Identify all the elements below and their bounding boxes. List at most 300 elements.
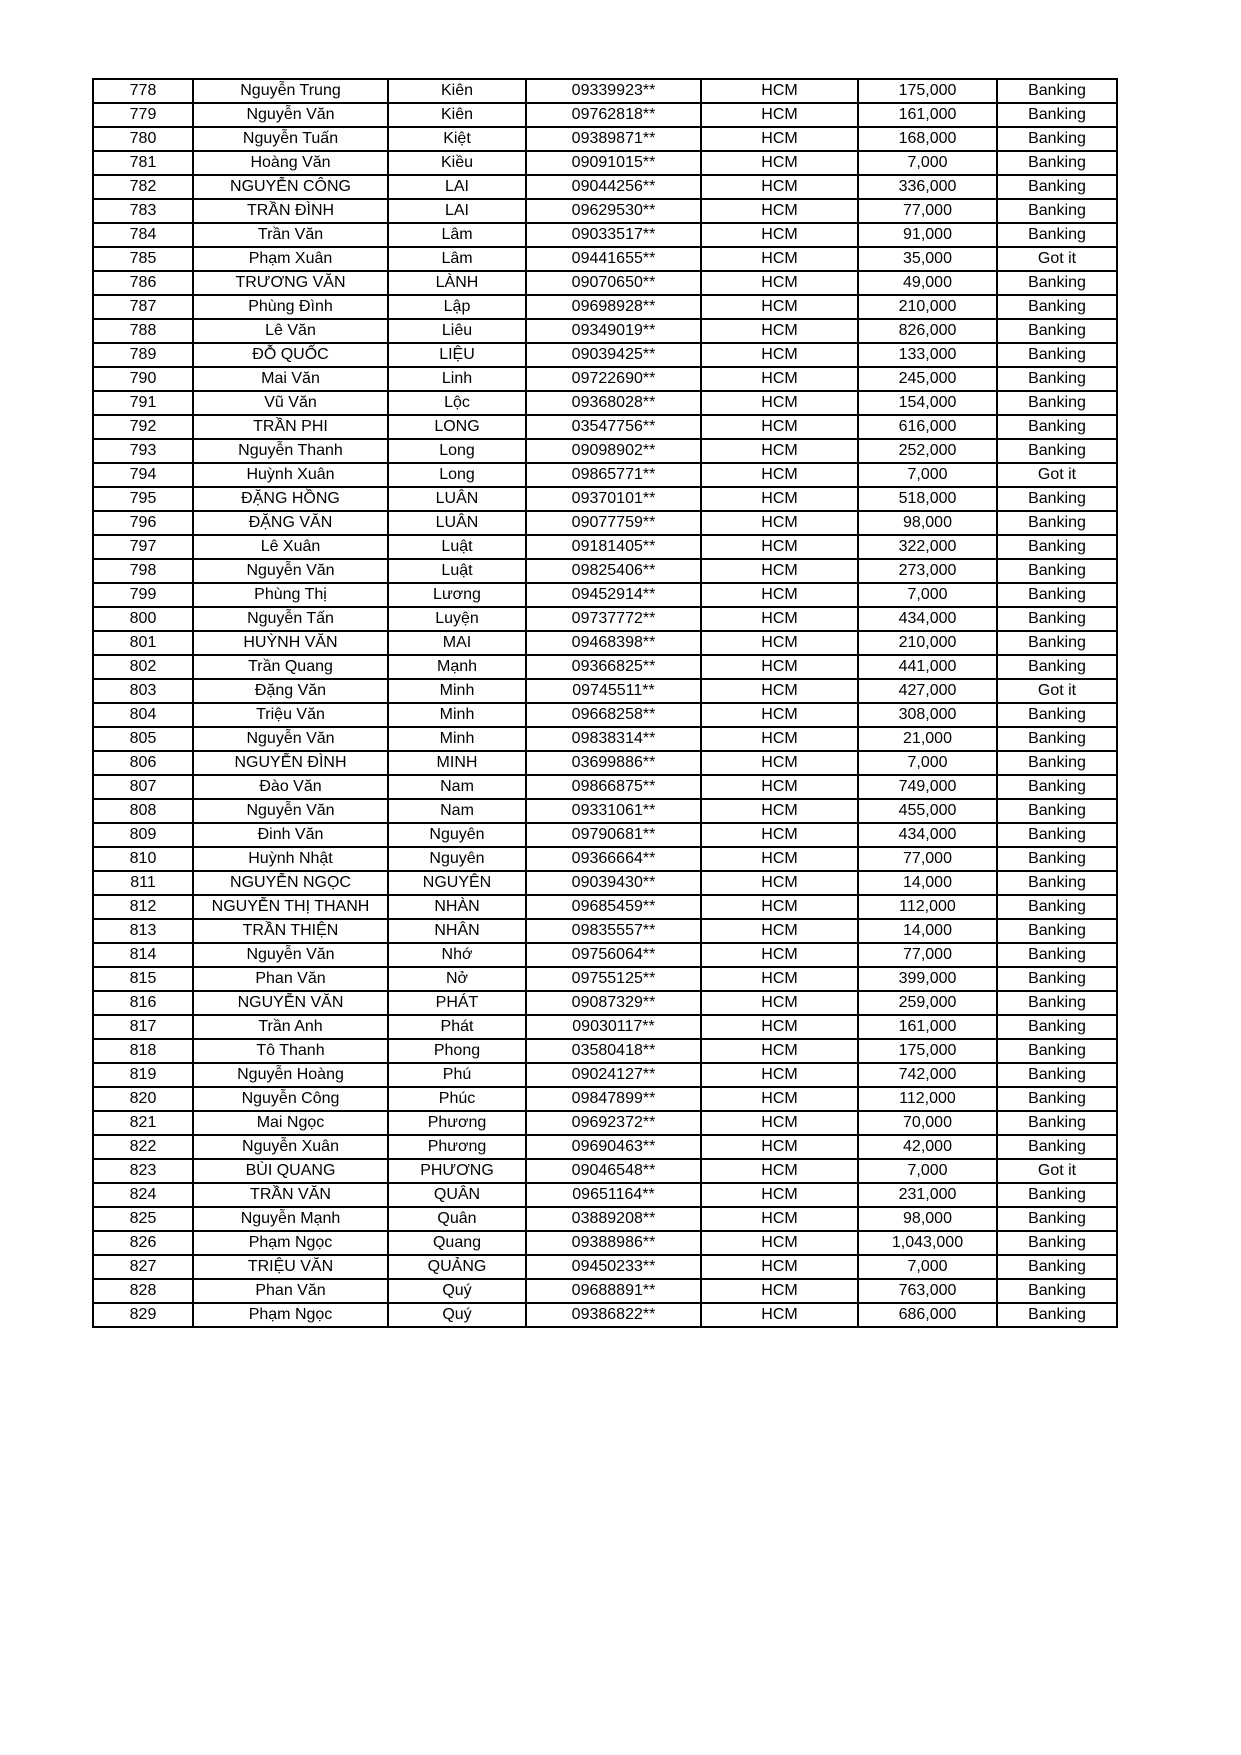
cell-id: 817	[93, 1015, 193, 1039]
cell-region: HCM	[701, 1207, 858, 1231]
cell-amount: 175,000	[858, 79, 997, 103]
cell-given_name: LÀNH	[388, 271, 526, 295]
cell-amount: 77,000	[858, 847, 997, 871]
cell-region: HCM	[701, 271, 858, 295]
cell-phone: 09745511**	[526, 679, 701, 703]
cell-amount: 175,000	[858, 1039, 997, 1063]
cell-surname: Lê Xuân	[193, 535, 388, 559]
cell-id: 783	[93, 199, 193, 223]
cell-given_name: NHÀN	[388, 895, 526, 919]
cell-phone: 09331061**	[526, 799, 701, 823]
cell-id: 792	[93, 415, 193, 439]
cell-status: Banking	[997, 943, 1117, 967]
cell-region: HCM	[701, 751, 858, 775]
cell-id: 818	[93, 1039, 193, 1063]
cell-given_name: PHÁT	[388, 991, 526, 1015]
cell-given_name: Linh	[388, 367, 526, 391]
table-row	[93, 1039, 1117, 1063]
cell-id: 780	[93, 127, 193, 151]
cell-id: 784	[93, 223, 193, 247]
cell-status: Banking	[997, 1087, 1117, 1111]
cell-id: 806	[93, 751, 193, 775]
table-row	[93, 127, 1117, 151]
cell-amount: 259,000	[858, 991, 997, 1015]
cell-surname: Huỳnh Xuân	[193, 463, 388, 487]
cell-status: Banking	[997, 127, 1117, 151]
cell-id: 795	[93, 487, 193, 511]
cell-id: 805	[93, 727, 193, 751]
cell-region: HCM	[701, 847, 858, 871]
cell-given_name: LAI	[388, 175, 526, 199]
cell-id: 821	[93, 1111, 193, 1135]
cell-phone: 03580418**	[526, 1039, 701, 1063]
cell-id: 811	[93, 871, 193, 895]
cell-surname: Đinh Văn	[193, 823, 388, 847]
table-row	[93, 655, 1117, 679]
cell-phone: 09790681**	[526, 823, 701, 847]
cell-surname: Nguyễn Văn	[193, 727, 388, 751]
cell-surname: Trần Văn	[193, 223, 388, 247]
cell-amount: 826,000	[858, 319, 997, 343]
cell-given_name: Quang	[388, 1231, 526, 1255]
cell-surname: HUỲNH VĂN	[193, 631, 388, 655]
cell-amount: 7,000	[858, 583, 997, 607]
cell-amount: 7,000	[858, 151, 997, 175]
cell-amount: 7,000	[858, 751, 997, 775]
table-row	[93, 439, 1117, 463]
cell-phone: 09366664**	[526, 847, 701, 871]
cell-id: 785	[93, 247, 193, 271]
table-row	[93, 391, 1117, 415]
cell-surname: NGUYỄN ĐÌNH	[193, 751, 388, 775]
cell-status: Got it	[997, 1159, 1117, 1183]
cell-status: Banking	[997, 511, 1117, 535]
table-row	[93, 79, 1117, 103]
cell-given_name: PHƯƠNG	[388, 1159, 526, 1183]
cell-phone: 09651164**	[526, 1183, 701, 1207]
cell-phone: 09366825**	[526, 655, 701, 679]
cell-region: HCM	[701, 871, 858, 895]
cell-given_name: Long	[388, 463, 526, 487]
cell-status: Banking	[997, 1183, 1117, 1207]
cell-surname: Phùng Đình	[193, 295, 388, 319]
cell-phone: 09181405**	[526, 535, 701, 559]
cell-amount: 112,000	[858, 895, 997, 919]
cell-region: HCM	[701, 1303, 858, 1327]
cell-phone: 09098902**	[526, 439, 701, 463]
cell-given_name: Phong	[388, 1039, 526, 1063]
cell-status: Banking	[997, 1279, 1117, 1303]
cell-region: HCM	[701, 943, 858, 967]
cell-surname: Phan Văn	[193, 1279, 388, 1303]
table-row	[93, 175, 1117, 199]
cell-status: Banking	[997, 727, 1117, 751]
cell-region: HCM	[701, 343, 858, 367]
cell-phone: 09388986**	[526, 1231, 701, 1255]
cell-status: Banking	[997, 295, 1117, 319]
cell-given_name: Kiệt	[388, 127, 526, 151]
member-table	[92, 78, 1118, 1328]
cell-amount: 686,000	[858, 1303, 997, 1327]
cell-given_name: Lộc	[388, 391, 526, 415]
cell-status: Banking	[997, 631, 1117, 655]
cell-status: Banking	[997, 487, 1117, 511]
cell-status: Banking	[997, 559, 1117, 583]
cell-amount: 42,000	[858, 1135, 997, 1159]
cell-given_name: QUẢNG	[388, 1255, 526, 1279]
cell-region: HCM	[701, 703, 858, 727]
cell-amount: 14,000	[858, 871, 997, 895]
cell-id: 796	[93, 511, 193, 535]
cell-given_name: Lập	[388, 295, 526, 319]
cell-id: 808	[93, 799, 193, 823]
cell-surname: Nguyễn Công	[193, 1087, 388, 1111]
cell-surname: Đặng Văn	[193, 679, 388, 703]
cell-status: Banking	[997, 583, 1117, 607]
cell-region: HCM	[701, 631, 858, 655]
cell-phone: 09370101**	[526, 487, 701, 511]
cell-surname: Nguyễn Mạnh	[193, 1207, 388, 1231]
cell-id: 804	[93, 703, 193, 727]
cell-given_name: Minh	[388, 679, 526, 703]
cell-phone: 09389871**	[526, 127, 701, 151]
cell-given_name: LUÂN	[388, 487, 526, 511]
cell-given_name: Long	[388, 439, 526, 463]
cell-amount: 14,000	[858, 919, 997, 943]
cell-given_name: Luật	[388, 535, 526, 559]
cell-status: Banking	[997, 991, 1117, 1015]
table-row	[93, 703, 1117, 727]
table-row	[93, 1231, 1117, 1255]
cell-phone: 09847899**	[526, 1087, 701, 1111]
table-row	[93, 607, 1117, 631]
cell-region: HCM	[701, 511, 858, 535]
cell-status: Banking	[997, 871, 1117, 895]
cell-surname: Nguyễn Thanh	[193, 439, 388, 463]
cell-status: Banking	[997, 1111, 1117, 1135]
cell-id: 824	[93, 1183, 193, 1207]
cell-surname: Phạm Ngọc	[193, 1231, 388, 1255]
cell-status: Banking	[997, 439, 1117, 463]
cell-status: Banking	[997, 1303, 1117, 1327]
cell-phone: 09039430**	[526, 871, 701, 895]
cell-given_name: Lương	[388, 583, 526, 607]
cell-phone: 09452914**	[526, 583, 701, 607]
cell-given_name: Luyện	[388, 607, 526, 631]
cell-id: 813	[93, 919, 193, 943]
cell-phone: 09722690**	[526, 367, 701, 391]
cell-given_name: Lâm	[388, 247, 526, 271]
cell-id: 788	[93, 319, 193, 343]
cell-id: 822	[93, 1135, 193, 1159]
table-row	[93, 1135, 1117, 1159]
cell-status: Got it	[997, 247, 1117, 271]
cell-phone: 09762818**	[526, 103, 701, 127]
cell-amount: 322,000	[858, 535, 997, 559]
table-row	[93, 823, 1117, 847]
cell-surname: Nguyễn Văn	[193, 943, 388, 967]
table-row	[93, 415, 1117, 439]
cell-amount: 518,000	[858, 487, 997, 511]
table-row	[93, 775, 1117, 799]
table-row	[93, 535, 1117, 559]
cell-region: HCM	[701, 487, 858, 511]
table-row	[93, 1159, 1117, 1183]
cell-surname: TRẦN PHI	[193, 415, 388, 439]
cell-amount: 7,000	[858, 1255, 997, 1279]
table-row	[93, 847, 1117, 871]
table-row	[93, 271, 1117, 295]
cell-given_name: Nhớ	[388, 943, 526, 967]
cell-amount: 7,000	[858, 1159, 997, 1183]
cell-amount: 231,000	[858, 1183, 997, 1207]
cell-region: HCM	[701, 1183, 858, 1207]
cell-amount: 98,000	[858, 511, 997, 535]
cell-region: HCM	[701, 1255, 858, 1279]
cell-amount: 49,000	[858, 271, 997, 295]
cell-given_name: Liêu	[388, 319, 526, 343]
table-row	[93, 199, 1117, 223]
cell-surname: Nguyễn Trung	[193, 79, 388, 103]
cell-region: HCM	[701, 1159, 858, 1183]
cell-amount: 210,000	[858, 295, 997, 319]
cell-status: Banking	[997, 103, 1117, 127]
cell-phone: 09450233**	[526, 1255, 701, 1279]
cell-status: Banking	[997, 415, 1117, 439]
cell-surname: Trần Quang	[193, 655, 388, 679]
cell-region: HCM	[701, 1039, 858, 1063]
cell-surname: NGUYỄN CÔNG	[193, 175, 388, 199]
cell-phone: 09866875**	[526, 775, 701, 799]
cell-given_name: Phương	[388, 1135, 526, 1159]
cell-region: HCM	[701, 199, 858, 223]
cell-surname: Nguyễn Văn	[193, 559, 388, 583]
table-row	[93, 871, 1117, 895]
cell-amount: 161,000	[858, 1015, 997, 1039]
cell-status: Banking	[997, 1039, 1117, 1063]
cell-given_name: Nguyên	[388, 847, 526, 871]
cell-id: 787	[93, 295, 193, 319]
cell-surname: Phùng Thị	[193, 583, 388, 607]
cell-surname: Phạm Ngọc	[193, 1303, 388, 1327]
cell-id: 802	[93, 655, 193, 679]
table-row	[93, 583, 1117, 607]
cell-given_name: Nam	[388, 775, 526, 799]
cell-phone: 09070650**	[526, 271, 701, 295]
table-row	[93, 295, 1117, 319]
cell-given_name: Nguyên	[388, 823, 526, 847]
cell-id: 829	[93, 1303, 193, 1327]
cell-amount: 749,000	[858, 775, 997, 799]
cell-status: Got it	[997, 679, 1117, 703]
cell-id: 803	[93, 679, 193, 703]
cell-phone: 09668258**	[526, 703, 701, 727]
cell-surname: Mai Ngọc	[193, 1111, 388, 1135]
table-row	[93, 1087, 1117, 1111]
cell-id: 825	[93, 1207, 193, 1231]
cell-surname: Trần Anh	[193, 1015, 388, 1039]
cell-surname: Nguyễn Tuấn	[193, 127, 388, 151]
cell-id: 801	[93, 631, 193, 655]
cell-id: 807	[93, 775, 193, 799]
cell-id: 790	[93, 367, 193, 391]
cell-given_name: Quân	[388, 1207, 526, 1231]
cell-region: HCM	[701, 919, 858, 943]
cell-given_name: NGUYÊN	[388, 871, 526, 895]
cell-amount: 70,000	[858, 1111, 997, 1135]
cell-region: HCM	[701, 967, 858, 991]
cell-given_name: Nam	[388, 799, 526, 823]
cell-region: HCM	[701, 223, 858, 247]
cell-region: HCM	[701, 1231, 858, 1255]
table-row	[93, 1207, 1117, 1231]
cell-phone: 09690463**	[526, 1135, 701, 1159]
cell-id: 827	[93, 1255, 193, 1279]
cell-status: Banking	[997, 799, 1117, 823]
cell-surname: Phạm Xuân	[193, 247, 388, 271]
cell-region: HCM	[701, 895, 858, 919]
cell-phone: 09077759**	[526, 511, 701, 535]
cell-amount: 77,000	[858, 199, 997, 223]
cell-region: HCM	[701, 727, 858, 751]
table-row	[93, 223, 1117, 247]
cell-id: 797	[93, 535, 193, 559]
cell-given_name: Quý	[388, 1279, 526, 1303]
table-row	[93, 727, 1117, 751]
cell-id: 786	[93, 271, 193, 295]
cell-surname: TRƯƠNG VĂN	[193, 271, 388, 295]
cell-id: 778	[93, 79, 193, 103]
cell-amount: 763,000	[858, 1279, 997, 1303]
cell-id: 779	[93, 103, 193, 127]
cell-given_name: Minh	[388, 703, 526, 727]
cell-amount: 21,000	[858, 727, 997, 751]
cell-status: Banking	[997, 823, 1117, 847]
cell-region: HCM	[701, 607, 858, 631]
cell-amount: 1,043,000	[858, 1231, 997, 1255]
cell-id: 819	[93, 1063, 193, 1087]
cell-phone: 09030117**	[526, 1015, 701, 1039]
cell-region: HCM	[701, 823, 858, 847]
cell-surname: Nguyễn Tấn	[193, 607, 388, 631]
cell-surname: ĐẶNG VĂN	[193, 511, 388, 535]
cell-given_name: Mạnh	[388, 655, 526, 679]
cell-amount: 77,000	[858, 943, 997, 967]
cell-surname: Triệu Văn	[193, 703, 388, 727]
cell-amount: 336,000	[858, 175, 997, 199]
cell-amount: 98,000	[858, 1207, 997, 1231]
cell-surname: TRIỆU VĂN	[193, 1255, 388, 1279]
cell-surname: Nguyễn Văn	[193, 799, 388, 823]
cell-region: HCM	[701, 655, 858, 679]
table-row	[93, 679, 1117, 703]
table-row	[93, 559, 1117, 583]
cell-id: 815	[93, 967, 193, 991]
cell-region: HCM	[701, 127, 858, 151]
cell-region: HCM	[701, 415, 858, 439]
table-row	[93, 319, 1117, 343]
cell-status: Banking	[997, 655, 1117, 679]
cell-surname: BÙI QUANG	[193, 1159, 388, 1183]
cell-id: 799	[93, 583, 193, 607]
cell-surname: ĐỖ QUỐC	[193, 343, 388, 367]
cell-status: Banking	[997, 367, 1117, 391]
cell-given_name: Lâm	[388, 223, 526, 247]
table-row	[93, 367, 1117, 391]
cell-id: 800	[93, 607, 193, 631]
cell-phone: 09091015**	[526, 151, 701, 175]
cell-phone: 09838314**	[526, 727, 701, 751]
cell-given_name: LAI	[388, 199, 526, 223]
cell-phone: 09756064**	[526, 943, 701, 967]
cell-amount: 742,000	[858, 1063, 997, 1087]
cell-phone: 09033517**	[526, 223, 701, 247]
cell-id: 789	[93, 343, 193, 367]
cell-phone: 09039425**	[526, 343, 701, 367]
cell-amount: 399,000	[858, 967, 997, 991]
cell-surname: Nguyễn Xuân	[193, 1135, 388, 1159]
cell-status: Banking	[997, 391, 1117, 415]
cell-phone: 09046548**	[526, 1159, 701, 1183]
cell-status: Banking	[997, 535, 1117, 559]
cell-surname: Tô Thanh	[193, 1039, 388, 1063]
cell-amount: 427,000	[858, 679, 997, 703]
cell-given_name: QUÂN	[388, 1183, 526, 1207]
cell-phone: 03889208**	[526, 1207, 701, 1231]
cell-given_name: Kiên	[388, 103, 526, 127]
cell-status: Banking	[997, 175, 1117, 199]
table-row	[93, 1303, 1117, 1327]
cell-id: 794	[93, 463, 193, 487]
cell-amount: 161,000	[858, 103, 997, 127]
cell-status: Banking	[997, 1231, 1117, 1255]
cell-region: HCM	[701, 1135, 858, 1159]
cell-amount: 245,000	[858, 367, 997, 391]
cell-id: 809	[93, 823, 193, 847]
cell-amount: 35,000	[858, 247, 997, 271]
table-row	[93, 631, 1117, 655]
cell-phone: 09468398**	[526, 631, 701, 655]
cell-status: Banking	[997, 319, 1117, 343]
cell-region: HCM	[701, 583, 858, 607]
cell-amount: 91,000	[858, 223, 997, 247]
cell-region: HCM	[701, 247, 858, 271]
cell-phone: 09629530**	[526, 199, 701, 223]
cell-surname: TRẦN VĂN	[193, 1183, 388, 1207]
table-row	[93, 463, 1117, 487]
table-row	[93, 247, 1117, 271]
cell-region: HCM	[701, 1111, 858, 1135]
cell-surname: Nguyễn Hoàng	[193, 1063, 388, 1087]
cell-amount: 455,000	[858, 799, 997, 823]
cell-surname: NGUYỄN THỊ THANH	[193, 895, 388, 919]
cell-phone: 09685459**	[526, 895, 701, 919]
cell-id: 814	[93, 943, 193, 967]
cell-region: HCM	[701, 799, 858, 823]
cell-status: Banking	[997, 607, 1117, 631]
cell-given_name: Phát	[388, 1015, 526, 1039]
cell-amount: 7,000	[858, 463, 997, 487]
cell-id: 782	[93, 175, 193, 199]
cell-surname: NGUYỄN VĂN	[193, 991, 388, 1015]
cell-status: Banking	[997, 343, 1117, 367]
cell-amount: 112,000	[858, 1087, 997, 1111]
cell-surname: Huỳnh Nhật	[193, 847, 388, 871]
cell-phone: 03699886**	[526, 751, 701, 775]
cell-region: HCM	[701, 679, 858, 703]
table-row	[93, 151, 1117, 175]
cell-given_name: Minh	[388, 727, 526, 751]
